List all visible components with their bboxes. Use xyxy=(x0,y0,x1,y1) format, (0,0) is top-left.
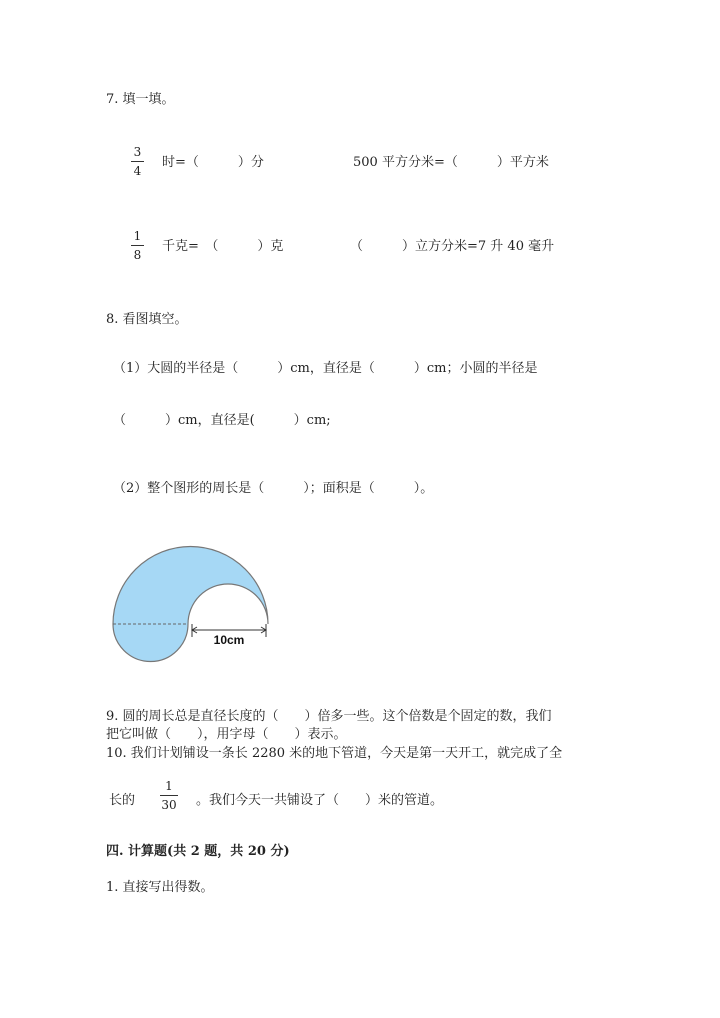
q7-row2-right-text: （ ）立方分米=7 升 40 毫升 xyxy=(350,239,555,254)
q7-row1-left-text: 时=（ ）分 xyxy=(162,155,264,170)
fraction-denominator: 4 xyxy=(133,164,142,178)
q7-title: 7. 填一填。 xyxy=(106,92,175,107)
fraction-one-thirtieth xyxy=(160,780,178,811)
q9-line1: 9. 圆的周长总是直径长度的（ ）倍多一些。这个倍数是个固定的数，我们 xyxy=(106,709,552,724)
fraction-numerator: 1 xyxy=(165,779,173,793)
fraction-denominator: 8 xyxy=(133,248,142,262)
section4-title: 四. 计算题(共 2 题，共 20 分) xyxy=(106,844,290,859)
q9-line2: 把它叫做（ ），用字母（ ）表示。 xyxy=(106,727,347,742)
q7-row2-left-text: 千克= （ ）克 xyxy=(162,239,284,254)
q10-line1: 10. 我们计划铺设一条长 2280 米的地下管道，今天是第一天开工，就完成了全 xyxy=(106,746,563,761)
q10-line2-suffix: 。我们今天一共铺设了（ ）米的管道。 xyxy=(196,793,444,808)
fraction-one-eighth xyxy=(131,230,144,261)
section4-q1: 1. 直接写出得数。 xyxy=(106,880,214,895)
figure-label: 10cm xyxy=(213,633,245,647)
q8-line3: （2）整个图形的周长是（ ）；面积是（ ）。 xyxy=(113,481,434,496)
circle-figure xyxy=(108,540,278,670)
fraction-bar xyxy=(131,245,144,246)
q8-title: 8. 看图填空。 xyxy=(106,312,188,327)
fraction-numerator: 1 xyxy=(133,229,142,243)
fraction-bar xyxy=(160,795,178,796)
q10-line2-prefix: 长的 xyxy=(109,793,136,808)
fraction-three-quarters xyxy=(131,146,144,177)
q8-line1: （1）大圆的半径是（ ）cm，直径是（ ）cm；小圆的半径是 xyxy=(113,361,538,376)
q7-row1-right-text: 500 平方分米=（ ）平方米 xyxy=(353,155,549,170)
fraction-numerator: 3 xyxy=(133,145,142,159)
shaded-region xyxy=(113,547,268,662)
q8-line2: （ ）cm，直径是( ）cm; xyxy=(113,413,331,428)
fraction-bar xyxy=(131,161,144,162)
fraction-denominator: 30 xyxy=(161,798,177,812)
